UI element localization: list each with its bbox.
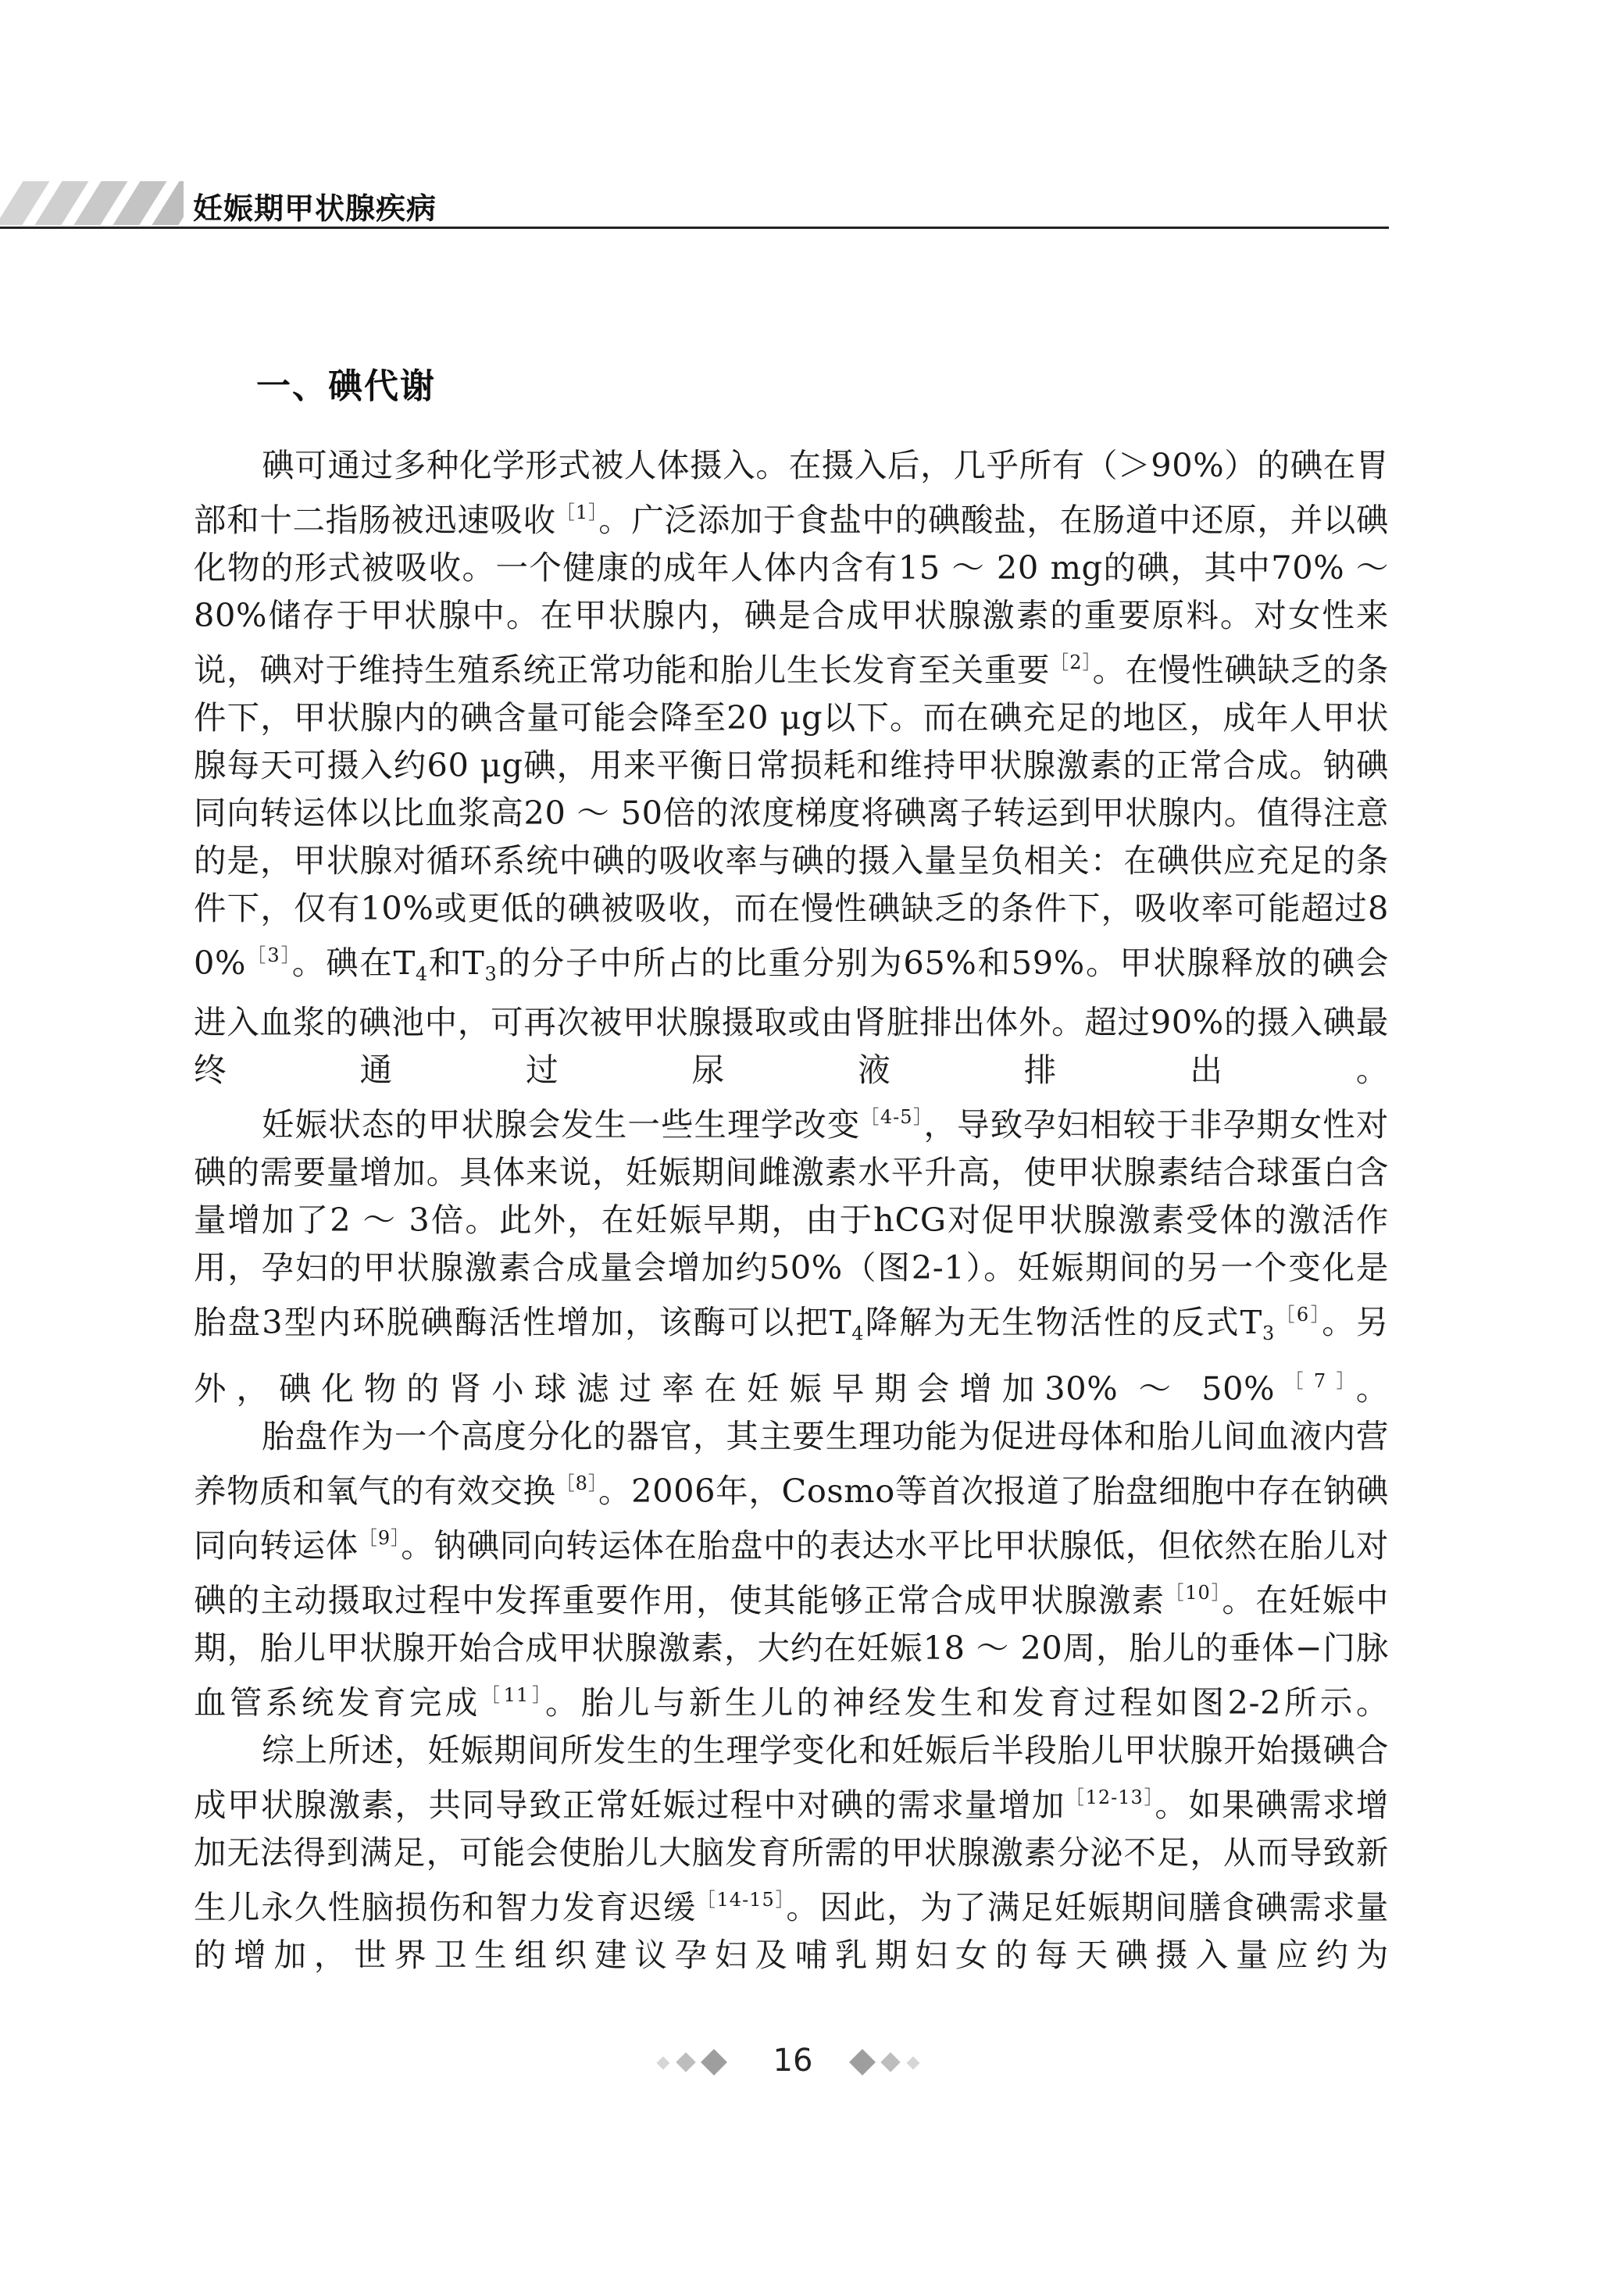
citation: ［1］ [555, 501, 599, 523]
citation: ［6］ [1274, 1304, 1322, 1326]
header-divider [0, 227, 1389, 229]
paragraph-3: 胎盘作为一个高度分化的器官，其主要生理功能为促进母体和胎儿间血液内营养物质和氧气的有效交换$^{[8]}$。2006年，Cosmo等首次报道了胎盘细胞中存在钠碘同向转运体$^{[9]}$。钠碘同向转运体在胎盘中的表达水平比甲状腺低，但依然在胎儿对碘的主动摄取过程中发挥重要作用，使其能够正常合成甲状腺激素$^{[10]}$。在妊娠中期，胎儿甲状腺开始合成甲状腺激素，大约在妊娠18 ～ 20周，胎儿的垂体−门脉血管系统发育完成$^{[11]}$。胎儿与新生儿的神经发生和发育过程如图2-2所示。 [194, 1417, 1389, 1722]
citation: ［3］ [246, 944, 292, 966]
citation: ［11］ [480, 1684, 545, 1706]
diamond-ornament-icon [849, 2049, 876, 2075]
page-footer [0, 2043, 1624, 2090]
citation: ［7］ [1275, 1370, 1356, 1392]
diamond-ornament-icon [676, 2052, 695, 2072]
citation: ［10］ [1165, 1582, 1222, 1604]
citation: ［9］ [358, 1527, 402, 1549]
citation: ［8］ [555, 1472, 598, 1494]
diamond-ornament-icon [880, 2052, 900, 2072]
diamond-ornament-icon [701, 2049, 727, 2075]
diamond-ornament-icon [657, 2057, 670, 2070]
header-stripe-decoration [0, 181, 184, 225]
paragraph-1: 碘可通过多种化学形式被人体摄入。在摄入后，几乎所有（＞90%）的碘在胃部和十二指肠被迅速吸收$^{[1]}$。广泛添加于食盐中的碘酸盐，在肠道中还原，并以碘化物的形式被吸收。一个健康的成年人体内含有15 ～ 20 mg的碘，其中70% ～ 80%储存于甲状腺中。在甲状腺内，碘是合成甲状腺激素的重要原料。对女性来说，碘对于维持生殖系统正常功能和胎儿生长发育至关重要$^{[2]}$。在慢性碘缺乏的条件下，甲状腺内的碘含量可能会降至20 μg以下。而在碘充足的地区，成年人甲状腺每天可摄入约60 μg碘，用来平衡日常损耗和维持甲状腺激素的正常合成。钠碘同向转运体以比血浆高20 ～ 50倍的浓度梯度将碘离子转运到甲状腺内。值得注意的是，甲状腺对循环系统中碘的吸收率与碘的摄入量呈负相关：在碘供应充足的条件下，仅有10%或更低的碘被吸收，而在慢性碘缺乏的条件下，吸收率可能超过80%$^{[3]}$。碘在$T_4$和$T_3$的分子中所占的比重分别为65%和59%。甲状腺释放的碘会进入血浆的碘池中，可再次被甲状腺摄取或由肾脏排出体外。超过90%的摄入碘最终通过尿液排出。 [194, 446, 1389, 1089]
citation: ［4-5］ [860, 1106, 924, 1128]
paragraph-2: 妊娠状态的甲状腺会发生一些生理学改变$^{[4-5]}$，导致孕妇相较于非孕期女性对碘的需要量增加。具体来说，妊娠期间雌激素水平升高，使甲状腺素结合球蛋白含量增加了2 ～ 3倍。此外，在妊娠早期，由于hCG对促甲状腺激素受体的激活作用，孕妇的甲状腺激素合成量会增加约50%（图2-1）。妊娠期间的另一个变化是胎盘3型内环脱碘酶活性增加，该酶可以把$T_4$降解为无生物活性的反式$T_3^{[6]}$。另外，碘化物的肾小球滤过率在妊娠早期会增加30% ～ 50%$^{[7]}$。 [194, 1105, 1389, 1408]
citation: ［12-13］ [1065, 1786, 1155, 1808]
diamond-ornament-icon [907, 2057, 920, 2070]
body-text [194, 441, 1389, 1979]
paragraph-4: 综上所述，妊娠期间所发生的生理学变化和妊娠后半段胎儿甲状腺开始摄碘合成甲状腺激素，共同导致正常妊娠过程中对碘的需求量增加$^{[12-13]}$。如果碘需求增加无法得到满足，可能会使胎儿大脑发育所需的甲状腺激素分泌不足，从而导致新生儿永久性脑损伤和智力发育迟缓$^{[14-15]}$。因此，为了满足妊娠期间膳食碘需求量的增加，世界卫生组织建议孕妇及哺乳期妇女的每天碘摄入量应约为 [194, 1731, 1390, 1974]
running-header-title: 妊娠期甲状腺疾病 [193, 191, 437, 226]
page-number: 16 [773, 2043, 813, 2079]
citation: ［2］ [1050, 651, 1093, 673]
citation: ［14-15］ [696, 1889, 787, 1911]
section-heading: 一、碘代谢 [256, 366, 436, 406]
